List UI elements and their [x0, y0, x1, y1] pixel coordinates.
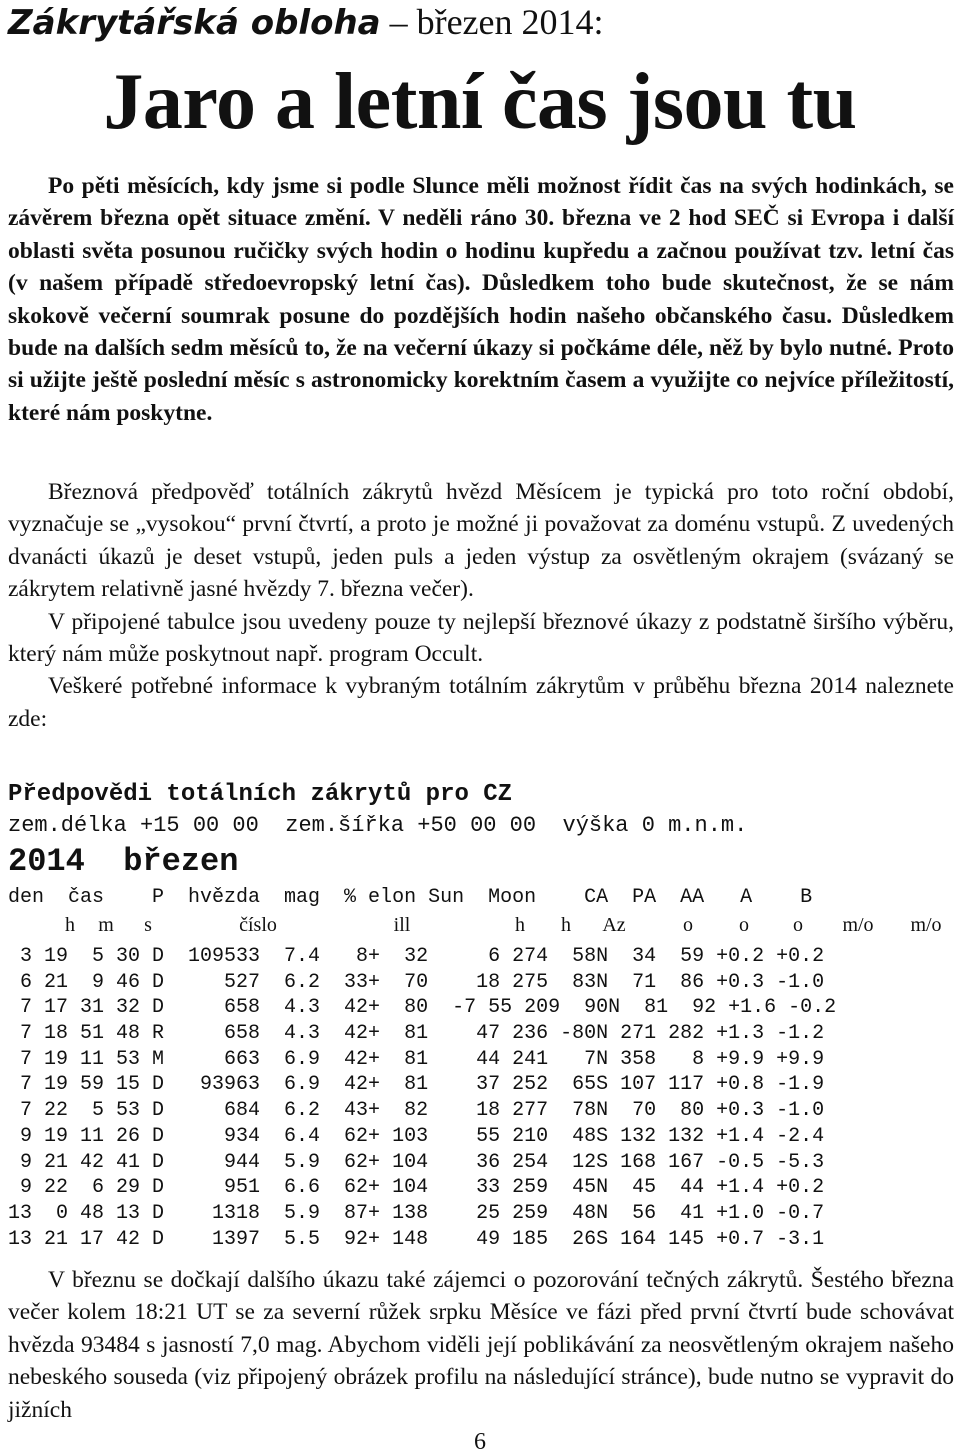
body-paragraph-2: V připojené tabulce jsou uvedeny pouze ty nejlepší březnové úkazy z podstatně širšího výběru, který nám může poskytnout např. program Occult. [8, 608, 954, 668]
table-row: 13 0 48 13 D 1318 5.9 87+ 138 25 259 48N 56 41 +1.0 -0.7 [8, 1201, 825, 1225]
table-row: 7 17 31 32 D 658 4.3 42+ 80 -7 55 209 90N 81 92 +1.6 -0.2 [8, 996, 837, 1020]
unit-label: m/o [842, 914, 874, 936]
table-row: 7 22 5 53 D 684 6.2 43+ 82 18 277 78N 70 80 +0.3 -1.0 [8, 1099, 825, 1123]
unit-label: Az [602, 914, 626, 936]
body-section [8, 476, 954, 735]
unit-label: o [793, 914, 803, 936]
prediction-period: 2014 březen [8, 843, 239, 880]
unit-label: h [561, 914, 571, 936]
observer-coordinates: zem.délka +15 00 00 zem.šířka +50 00 00 výška 0 m.n.m. [8, 813, 748, 838]
table-row: 6 21 9 46 D 527 6.2 33+ 70 18 275 83N 71 86 +0.3 -1.0 [8, 970, 825, 994]
unit-label: m/o [910, 914, 942, 936]
lead-text: Po pěti měsících, kdy jsme si podle Slunce měli možnost řídit čas na svých hodinkách, se závěrem března opět situace změní. V neděli ráno 30. března ve 2 hod SEČ si Evropa i další oblasti světa posunou ručičky svých hodin o hodinu kupředu a začnou používat tzv. letní čas (v našem případě středoevropský letní čas). Důsledkem toho bude skutečnost, že se nám skokově večerní soumrak posune do pozdějších hodin našeho občanského času. Důsledkem bude na dalších sedm měsíců to, že na večerní úkazy si počkáme déle, něž by bylo nutné. Proto si užijte ještě poslední měsíc s astronomicky korektním časem a využijte co nejvíce příležitostí, které nám poskytne. [8, 173, 954, 426]
table-row: 3 19 5 30 D 109533 7.4 8+ 32 6 274 58N 34 59 +0.2 +0.2 [8, 945, 825, 968]
closing-paragraph: V březnu se dočkají dalšího úkazu také zájemci o pozorování tečných zákrytů. Šestého března večer kolem 18:21 UT se za severní růžek srpku Měsíce ve fázi před první čtvrtí bude schovávat hvězda 93484 s jasností 7,0 mag. Abychom viděli její poblikávání za neosvětleným okrajem našeho nebeského souseda (viz připojený obrázek profilu na následující stránce), bude nutno se vypravit do jižních [8, 1267, 954, 1423]
closing-section [8, 1264, 954, 1426]
page-number: 6 [474, 1429, 486, 1455]
unit-label: s [144, 914, 152, 936]
unit-label: h [515, 914, 525, 936]
body-paragraph-1: Březnová předpověď totálních zákrytů hvězd Měsícem je typická pro toto roční období, vyznačuje se „vysokou“ první čtvrtí, a proto je možné ji považovat za doménu vstupů. Z uvedených dvanácti úkazů je deset vstupů, jeden puls a jeden výstup za osvětleným okrajem (svázaný se zákrytem relativně jasné hvězdy 7. března večer). [8, 479, 954, 603]
table-row: 7 18 51 48 R 658 4.3 42+ 81 47 236 -80N 271 282 +1.3 -1.2 [8, 1022, 825, 1046]
article-title: Jaro a letní čas jsou tu [103, 58, 857, 146]
body-paragraph-3: Veškeré potřebné informace k vybraným totálním zákrytům v průběhu března 2014 naleznete zde: [8, 673, 954, 732]
table-units-row [8, 912, 954, 938]
unit-label: o [683, 914, 693, 936]
prediction-title: Předpovědi totálních zákrytů pro CZ [8, 781, 513, 808]
unit-label: h [65, 914, 75, 936]
unit-label: o [739, 914, 749, 936]
occultation-table [8, 944, 836, 1252]
table-row: 7 19 59 15 D 93963 6.9 42+ 81 37 252 65S 107 117 +0.8 -1.9 [8, 1073, 825, 1097]
article-header [8, 2, 958, 42]
series-title: Zákrytářská obloha [8, 3, 381, 43]
unit-label: ill [393, 914, 411, 936]
table-column-header: den čas P hvězda mag % elon Sun Moon CA PA AA A B [8, 886, 813, 909]
table-row: 7 19 11 53 M 663 6.9 42+ 81 44 241 7N 358 8 +9.9 +9.9 [8, 1047, 825, 1071]
table-row: 9 21 42 41 D 944 5.9 62+ 104 36 254 12S 168 167 -0.5 -5.3 [8, 1150, 825, 1174]
issue-month: – březen 2014: [380, 2, 604, 42]
table-row: 9 22 6 29 D 951 6.6 62+ 104 33 259 45N 45 44 +1.4 +0.2 [8, 1176, 825, 1200]
lead-paragraph [8, 170, 954, 429]
table-row: 9 19 11 26 D 934 6.4 62+ 103 55 210 48S 132 132 +1.4 -2.4 [8, 1124, 825, 1148]
table-row: 13 21 17 42 D 1397 5.5 92+ 148 49 185 26S 164 145 +0.7 -3.1 [8, 1227, 825, 1251]
unit-label: číslo [239, 914, 277, 936]
unit-label: m [98, 914, 114, 936]
